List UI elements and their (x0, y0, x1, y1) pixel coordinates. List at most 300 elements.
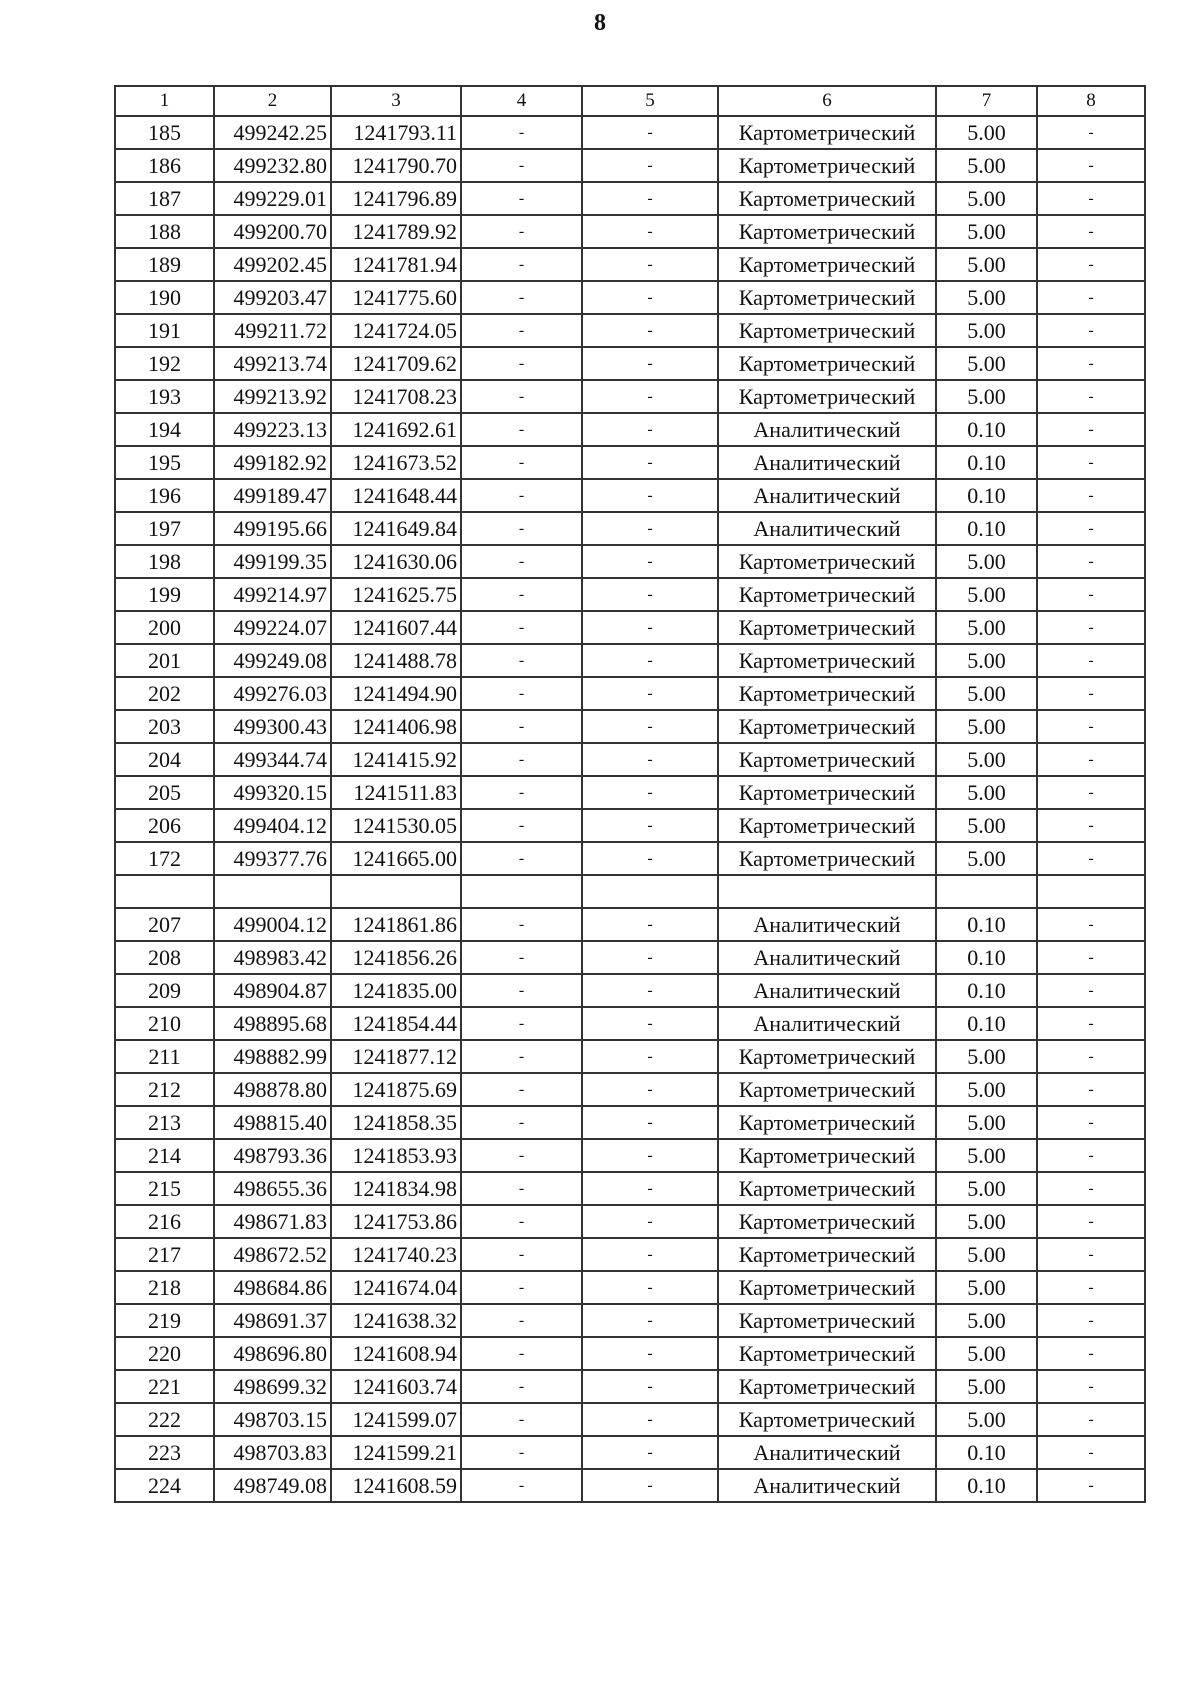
column-5-cell: - (582, 644, 718, 677)
point-number-cell: 192 (115, 347, 214, 380)
point-number-cell: 199 (115, 578, 214, 611)
x-coordinate-cell: 498699.32 (214, 1370, 331, 1403)
column-5-cell: - (582, 809, 718, 842)
table-row (115, 743, 1145, 776)
column-8-cell: - (1037, 644, 1145, 677)
column-8-cell: - (1037, 611, 1145, 644)
column-5-cell: - (582, 677, 718, 710)
accuracy-cell: 5.00 (936, 1172, 1037, 1205)
point-number-cell: 200 (115, 611, 214, 644)
point-number-cell: 185 (115, 116, 214, 149)
column-5-cell: - (582, 941, 718, 974)
x-coordinate-cell: 499213.92 (214, 380, 331, 413)
method-cell: Картометрический (718, 809, 936, 842)
column-5-cell: - (582, 776, 718, 809)
y-coordinate-cell: 1241753.86 (331, 1205, 461, 1238)
column-8-cell: - (1037, 1469, 1145, 1502)
column-4-cell: - (461, 974, 582, 1007)
column-5-cell: - (582, 545, 718, 578)
point-number-cell: 195 (115, 446, 214, 479)
table-row (115, 1370, 1145, 1403)
accuracy-cell: 0.10 (936, 479, 1037, 512)
column-8-cell: - (1037, 743, 1145, 776)
method-cell: Картометрический (718, 1403, 936, 1436)
column-5-cell: - (582, 512, 718, 545)
table-row (115, 413, 1145, 446)
column-5-cell: - (582, 413, 718, 446)
column-4-cell: - (461, 1073, 582, 1106)
y-coordinate-cell: 1241625.75 (331, 578, 461, 611)
point-number-cell: 188 (115, 215, 214, 248)
method-cell: Картометрический (718, 1172, 936, 1205)
table-row (115, 1337, 1145, 1370)
column-4-cell: - (461, 1106, 582, 1139)
accuracy-cell: 0.10 (936, 413, 1037, 446)
accuracy-cell: 0.10 (936, 1436, 1037, 1469)
column-5-cell: - (582, 1304, 718, 1337)
column-8-cell: - (1037, 809, 1145, 842)
column-4-cell: - (461, 248, 582, 281)
table-row (115, 809, 1145, 842)
table-row (115, 1271, 1145, 1304)
point-number-cell: 205 (115, 776, 214, 809)
x-coordinate-cell: 499182.92 (214, 446, 331, 479)
column-8-cell: - (1037, 149, 1145, 182)
column-4-cell: - (461, 149, 582, 182)
point-number-cell: 214 (115, 1139, 214, 1172)
column-5-cell (582, 875, 718, 908)
accuracy-cell: 0.10 (936, 512, 1037, 545)
x-coordinate-cell: 498895.68 (214, 1007, 331, 1040)
column-5-cell: - (582, 710, 718, 743)
column-8-cell: - (1037, 974, 1145, 1007)
column-5-cell: - (582, 380, 718, 413)
point-number-cell: 222 (115, 1403, 214, 1436)
table-row (115, 611, 1145, 644)
column-4-cell: - (461, 116, 582, 149)
method-cell: Картометрический (718, 1370, 936, 1403)
x-coordinate-cell: 499344.74 (214, 743, 331, 776)
x-coordinate-cell: 499195.66 (214, 512, 331, 545)
accuracy-cell: 0.10 (936, 941, 1037, 974)
y-coordinate-cell: 1241692.61 (331, 413, 461, 446)
x-coordinate-cell: 499320.15 (214, 776, 331, 809)
x-coordinate-cell: 499300.43 (214, 710, 331, 743)
table-row (115, 1106, 1145, 1139)
y-coordinate-cell: 1241853.93 (331, 1139, 461, 1172)
column-5-cell: - (582, 1238, 718, 1271)
accuracy-cell: 5.00 (936, 710, 1037, 743)
x-coordinate-cell: 499213.74 (214, 347, 331, 380)
method-cell: Картометрический (718, 776, 936, 809)
y-coordinate-cell: 1241530.05 (331, 809, 461, 842)
y-coordinate-cell: 1241708.23 (331, 380, 461, 413)
accuracy-cell: 5.00 (936, 776, 1037, 809)
column-4-cell: - (461, 1007, 582, 1040)
accuracy-cell (936, 875, 1037, 908)
column-4-cell: - (461, 1139, 582, 1172)
x-coordinate-cell (214, 875, 331, 908)
column-5-cell: - (582, 1403, 718, 1436)
table-row (115, 842, 1145, 875)
column-8-cell: - (1037, 1271, 1145, 1304)
column-header: 3 (331, 86, 461, 116)
point-number-cell: 224 (115, 1469, 214, 1502)
accuracy-cell: 5.00 (936, 1139, 1037, 1172)
point-number-cell: 223 (115, 1436, 214, 1469)
column-8-cell: - (1037, 908, 1145, 941)
point-number-cell: 208 (115, 941, 214, 974)
table-row (115, 446, 1145, 479)
accuracy-cell: 5.00 (936, 1403, 1037, 1436)
column-5-cell: - (582, 248, 718, 281)
column-8-cell: - (1037, 1040, 1145, 1073)
column-5-cell: - (582, 314, 718, 347)
x-coordinate-cell: 498703.15 (214, 1403, 331, 1436)
method-cell: Аналитический (718, 512, 936, 545)
point-number-cell: 221 (115, 1370, 214, 1403)
method-cell: Аналитический (718, 1469, 936, 1502)
method-cell: Аналитический (718, 1436, 936, 1469)
method-cell: Картометрический (718, 347, 936, 380)
accuracy-cell: 5.00 (936, 380, 1037, 413)
point-number-cell: 196 (115, 479, 214, 512)
method-cell: Картометрический (718, 281, 936, 314)
x-coordinate-cell: 499214.97 (214, 578, 331, 611)
x-coordinate-cell: 499202.45 (214, 248, 331, 281)
y-coordinate-cell: 1241781.94 (331, 248, 461, 281)
column-5-cell: - (582, 215, 718, 248)
accuracy-cell: 5.00 (936, 149, 1037, 182)
point-number-cell: 203 (115, 710, 214, 743)
point-number-cell: 217 (115, 1238, 214, 1271)
point-number-cell: 212 (115, 1073, 214, 1106)
method-cell: Аналитический (718, 413, 936, 446)
column-5-cell: - (582, 1436, 718, 1469)
column-8-cell: - (1037, 314, 1145, 347)
column-5-cell: - (582, 1139, 718, 1172)
column-4-cell: - (461, 1304, 582, 1337)
column-8-cell: - (1037, 1139, 1145, 1172)
method-cell: Картометрический (718, 215, 936, 248)
y-coordinate-cell: 1241608.94 (331, 1337, 461, 1370)
accuracy-cell: 5.00 (936, 215, 1037, 248)
table-row (115, 347, 1145, 380)
column-4-cell: - (461, 743, 582, 776)
method-cell: Аналитический (718, 479, 936, 512)
column-8-cell: - (1037, 479, 1145, 512)
point-number-cell: 210 (115, 1007, 214, 1040)
y-coordinate-cell: 1241673.52 (331, 446, 461, 479)
column-8-cell: - (1037, 1205, 1145, 1238)
table-row (115, 182, 1145, 215)
column-4-cell: - (461, 1403, 582, 1436)
method-cell: Картометрический (718, 149, 936, 182)
column-4-cell: - (461, 1469, 582, 1502)
y-coordinate-cell: 1241796.89 (331, 182, 461, 215)
point-number-cell: 189 (115, 248, 214, 281)
x-coordinate-cell: 499200.70 (214, 215, 331, 248)
column-8-cell: - (1037, 941, 1145, 974)
y-coordinate-cell: 1241630.06 (331, 545, 461, 578)
column-header: 2 (214, 86, 331, 116)
method-cell: Картометрический (718, 842, 936, 875)
x-coordinate-cell: 499377.76 (214, 842, 331, 875)
table-row (115, 281, 1145, 314)
table-row (115, 677, 1145, 710)
accuracy-cell: 5.00 (936, 1304, 1037, 1337)
column-4-cell: - (461, 1172, 582, 1205)
column-header: 4 (461, 86, 582, 116)
column-8-cell: - (1037, 413, 1145, 446)
point-number-cell: 193 (115, 380, 214, 413)
column-5-cell: - (582, 1073, 718, 1106)
method-cell: Картометрический (718, 1139, 936, 1172)
column-8-cell: - (1037, 512, 1145, 545)
column-4-cell: - (461, 710, 582, 743)
method-cell: Картометрический (718, 1337, 936, 1370)
method-cell: Картометрический (718, 182, 936, 215)
method-cell: Картометрический (718, 1205, 936, 1238)
x-coordinate-cell: 499229.01 (214, 182, 331, 215)
accuracy-cell: 0.10 (936, 908, 1037, 941)
column-8-cell: - (1037, 842, 1145, 875)
column-8-cell: - (1037, 1073, 1145, 1106)
column-4-cell: - (461, 380, 582, 413)
method-cell: Картометрический (718, 1271, 936, 1304)
y-coordinate-cell: 1241740.23 (331, 1238, 461, 1271)
table-row (115, 644, 1145, 677)
table-row (115, 1073, 1145, 1106)
y-coordinate-cell: 1241709.62 (331, 347, 461, 380)
column-8-cell: - (1037, 776, 1145, 809)
y-coordinate-cell: 1241494.90 (331, 677, 461, 710)
point-number-cell: 191 (115, 314, 214, 347)
accuracy-cell: 5.00 (936, 1370, 1037, 1403)
column-8-cell: - (1037, 116, 1145, 149)
column-4-cell: - (461, 182, 582, 215)
x-coordinate-cell: 498815.40 (214, 1106, 331, 1139)
table-row (115, 512, 1145, 545)
point-number-cell: 198 (115, 545, 214, 578)
column-8-cell (1037, 875, 1145, 908)
column-8-cell: - (1037, 710, 1145, 743)
table-row (115, 908, 1145, 941)
y-coordinate-cell: 1241406.98 (331, 710, 461, 743)
table-row (115, 1007, 1145, 1040)
column-8-cell: - (1037, 1172, 1145, 1205)
accuracy-cell: 0.10 (936, 446, 1037, 479)
y-coordinate-cell: 1241834.98 (331, 1172, 461, 1205)
method-cell: Картометрический (718, 1040, 936, 1073)
x-coordinate-cell: 498655.36 (214, 1172, 331, 1205)
column-4-cell: - (461, 215, 582, 248)
table-row (115, 1469, 1145, 1502)
column-5-cell: - (582, 908, 718, 941)
y-coordinate-cell: 1241854.44 (331, 1007, 461, 1040)
method-cell: Картометрический (718, 710, 936, 743)
table-row (115, 1139, 1145, 1172)
column-5-cell: - (582, 1205, 718, 1238)
accuracy-cell: 5.00 (936, 842, 1037, 875)
column-5-cell: - (582, 611, 718, 644)
column-4-cell (461, 875, 582, 908)
column-5-cell: - (582, 974, 718, 1007)
accuracy-cell: 5.00 (936, 248, 1037, 281)
x-coordinate-cell: 499224.07 (214, 611, 331, 644)
method-cell: Картометрический (718, 1106, 936, 1139)
table-body (115, 116, 1145, 1502)
column-4-cell: - (461, 611, 582, 644)
x-coordinate-cell: 498878.80 (214, 1073, 331, 1106)
column-5-cell: - (582, 1469, 718, 1502)
point-number-cell: 172 (115, 842, 214, 875)
accuracy-cell: 5.00 (936, 1106, 1037, 1139)
x-coordinate-cell: 498703.83 (214, 1436, 331, 1469)
column-8-cell: - (1037, 1238, 1145, 1271)
column-4-cell: - (461, 644, 582, 677)
column-8-cell: - (1037, 545, 1145, 578)
y-coordinate-cell: 1241415.92 (331, 743, 461, 776)
column-5-cell: - (582, 182, 718, 215)
column-4-cell: - (461, 776, 582, 809)
x-coordinate-cell: 498793.36 (214, 1139, 331, 1172)
x-coordinate-cell: 499249.08 (214, 644, 331, 677)
method-cell: Аналитический (718, 974, 936, 1007)
y-coordinate-cell: 1241789.92 (331, 215, 461, 248)
table-row (115, 875, 1145, 908)
column-4-cell: - (461, 1271, 582, 1304)
column-8-cell: - (1037, 578, 1145, 611)
x-coordinate-cell: 499211.72 (214, 314, 331, 347)
method-cell: Картометрический (718, 677, 936, 710)
x-coordinate-cell: 499189.47 (214, 479, 331, 512)
accuracy-cell: 5.00 (936, 1205, 1037, 1238)
point-number-cell: 218 (115, 1271, 214, 1304)
y-coordinate-cell: 1241648.44 (331, 479, 461, 512)
y-coordinate-cell: 1241790.70 (331, 149, 461, 182)
method-cell: Аналитический (718, 446, 936, 479)
method-cell (718, 875, 936, 908)
y-coordinate-cell: 1241665.00 (331, 842, 461, 875)
column-4-cell: - (461, 413, 582, 446)
x-coordinate-cell: 499203.47 (214, 281, 331, 314)
column-5-cell: - (582, 479, 718, 512)
point-number-cell: 215 (115, 1172, 214, 1205)
y-coordinate-cell: 1241793.11 (331, 116, 461, 149)
x-coordinate-cell: 499199.35 (214, 545, 331, 578)
column-5-cell: - (582, 1106, 718, 1139)
point-number-cell: 207 (115, 908, 214, 941)
y-coordinate-cell: 1241599.21 (331, 1436, 461, 1469)
accuracy-cell: 5.00 (936, 809, 1037, 842)
column-5-cell: - (582, 1337, 718, 1370)
table-row (115, 314, 1145, 347)
column-4-cell: - (461, 545, 582, 578)
column-5-cell: - (582, 1370, 718, 1403)
column-4-cell: - (461, 446, 582, 479)
accuracy-cell: 0.10 (936, 1469, 1037, 1502)
column-4-cell: - (461, 281, 582, 314)
accuracy-cell: 5.00 (936, 1337, 1037, 1370)
point-number-cell: 197 (115, 512, 214, 545)
table-row (115, 776, 1145, 809)
method-cell: Картометрический (718, 743, 936, 776)
accuracy-cell: 0.10 (936, 974, 1037, 1007)
table-row (115, 710, 1145, 743)
table-row (115, 116, 1145, 149)
point-number-cell: 220 (115, 1337, 214, 1370)
x-coordinate-cell: 498684.86 (214, 1271, 331, 1304)
accuracy-cell: 5.00 (936, 1040, 1037, 1073)
column-header: 5 (582, 86, 718, 116)
method-cell: Картометрический (718, 380, 936, 413)
method-cell: Аналитический (718, 941, 936, 974)
column-4-cell: - (461, 941, 582, 974)
table-row (115, 1040, 1145, 1073)
column-4-cell: - (461, 1238, 582, 1271)
point-number-cell: 190 (115, 281, 214, 314)
method-cell: Картометрический (718, 545, 936, 578)
table-row (115, 248, 1145, 281)
table-row (115, 1403, 1145, 1436)
column-4-cell: - (461, 677, 582, 710)
column-8-cell: - (1037, 677, 1145, 710)
column-5-cell: - (582, 1172, 718, 1205)
column-4-cell: - (461, 512, 582, 545)
x-coordinate-cell: 498882.99 (214, 1040, 331, 1073)
column-8-cell: - (1037, 182, 1145, 215)
table-row (115, 380, 1145, 413)
y-coordinate-cell: 1241603.74 (331, 1370, 461, 1403)
column-8-cell: - (1037, 1106, 1145, 1139)
point-number-cell: 202 (115, 677, 214, 710)
y-coordinate-cell: 1241511.83 (331, 776, 461, 809)
column-header: 6 (718, 86, 936, 116)
y-coordinate-cell: 1241608.59 (331, 1469, 461, 1502)
y-coordinate-cell: 1241856.26 (331, 941, 461, 974)
y-coordinate-cell: 1241877.12 (331, 1040, 461, 1073)
column-8-cell: - (1037, 1337, 1145, 1370)
accuracy-cell: 5.00 (936, 578, 1037, 611)
y-coordinate-cell: 1241875.69 (331, 1073, 461, 1106)
column-5-cell: - (582, 149, 718, 182)
accuracy-cell: 5.00 (936, 347, 1037, 380)
x-coordinate-cell: 499242.25 (214, 116, 331, 149)
accuracy-cell: 5.00 (936, 116, 1037, 149)
column-4-cell: - (461, 314, 582, 347)
column-8-cell: - (1037, 1403, 1145, 1436)
x-coordinate-cell: 499404.12 (214, 809, 331, 842)
table-row (115, 974, 1145, 1007)
column-5-cell: - (582, 446, 718, 479)
column-4-cell: - (461, 1370, 582, 1403)
column-5-cell: - (582, 743, 718, 776)
column-4-cell: - (461, 578, 582, 611)
x-coordinate-cell: 498904.87 (214, 974, 331, 1007)
point-number-cell: 206 (115, 809, 214, 842)
y-coordinate-cell: 1241724.05 (331, 314, 461, 347)
accuracy-cell: 5.00 (936, 644, 1037, 677)
table-row (115, 479, 1145, 512)
column-8-cell: - (1037, 1007, 1145, 1040)
y-coordinate-cell: 1241607.44 (331, 611, 461, 644)
method-cell: Картометрический (718, 644, 936, 677)
x-coordinate-cell: 498696.80 (214, 1337, 331, 1370)
table-row (115, 545, 1145, 578)
column-5-cell: - (582, 347, 718, 380)
y-coordinate-cell: 1241638.32 (331, 1304, 461, 1337)
